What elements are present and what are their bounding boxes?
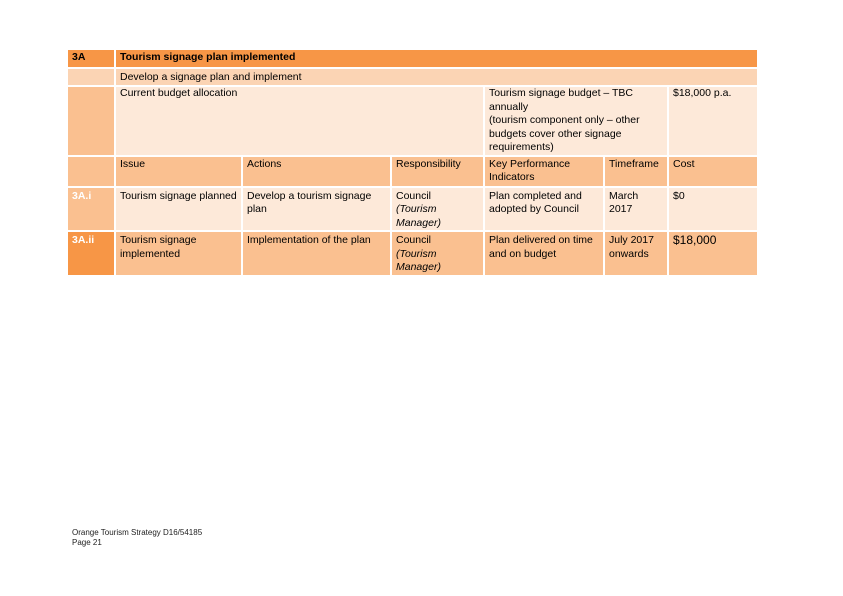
responsibility-owner: Council xyxy=(396,189,432,202)
responsibility-detail: (Tourism Manager) xyxy=(396,203,441,229)
budget-description-line1: Tourism signage budget – TBC annually xyxy=(489,87,633,113)
header-responsibility: Responsibility xyxy=(392,157,483,186)
row-actions: Implementation of the plan xyxy=(243,232,390,275)
row-cost: $18,000 xyxy=(669,232,757,275)
row-id: 3A.ii xyxy=(68,232,114,275)
row-timeframe: March 2017 xyxy=(605,188,667,231)
budget-description xyxy=(485,87,667,155)
budget-spacer xyxy=(68,87,114,155)
header-spacer xyxy=(68,157,114,186)
row-issue: Tourism signage implemented xyxy=(116,232,241,275)
row-timeframe: July 2017 onwards xyxy=(605,232,667,275)
page-footer xyxy=(72,528,202,548)
section-subtitle: Develop a signage plan and implement xyxy=(116,69,757,85)
budget-row xyxy=(68,87,757,155)
row-id: 3A.i xyxy=(68,188,114,231)
footer-document-ref: Orange Tourism Strategy D16/54185 xyxy=(72,528,203,537)
row-responsibility xyxy=(392,232,483,275)
footer-page-number: Page 21 xyxy=(72,538,102,547)
row-kpi: Plan completed and adopted by Council xyxy=(485,188,603,231)
subtitle-spacer xyxy=(68,69,114,85)
row-issue: Tourism signage planned xyxy=(116,188,241,231)
row-responsibility xyxy=(392,188,483,231)
header-timeframe: Timeframe xyxy=(605,157,667,186)
header-kpi: Key Performance Indicators xyxy=(485,157,603,186)
section-title: Tourism signage plan implemented xyxy=(116,50,757,67)
budget-description-line2: (tourism component only – other budgets cover other signage requirements) xyxy=(489,114,640,153)
row-actions: Develop a tourism signage plan xyxy=(243,188,390,231)
row-cost: $0 xyxy=(669,188,757,231)
responsibility-owner: Council xyxy=(396,234,432,246)
section-subtitle-row xyxy=(68,69,757,85)
row-kpi: Plan delivered on time and on budget xyxy=(485,232,603,275)
header-actions: Actions xyxy=(243,157,390,186)
column-header-row xyxy=(68,157,757,186)
responsibility-detail: (Tourism Manager) xyxy=(396,247,441,273)
header-issue: Issue xyxy=(116,157,241,186)
table-row xyxy=(68,232,757,275)
budget-label: Current budget allocation xyxy=(116,87,483,155)
section-id: 3A xyxy=(68,50,114,67)
section-title-row xyxy=(68,50,757,67)
budget-amount: $18,000 p.a. xyxy=(669,87,757,155)
action-plan-table xyxy=(66,50,759,275)
header-cost: Cost xyxy=(669,157,757,186)
table-row xyxy=(68,188,757,231)
